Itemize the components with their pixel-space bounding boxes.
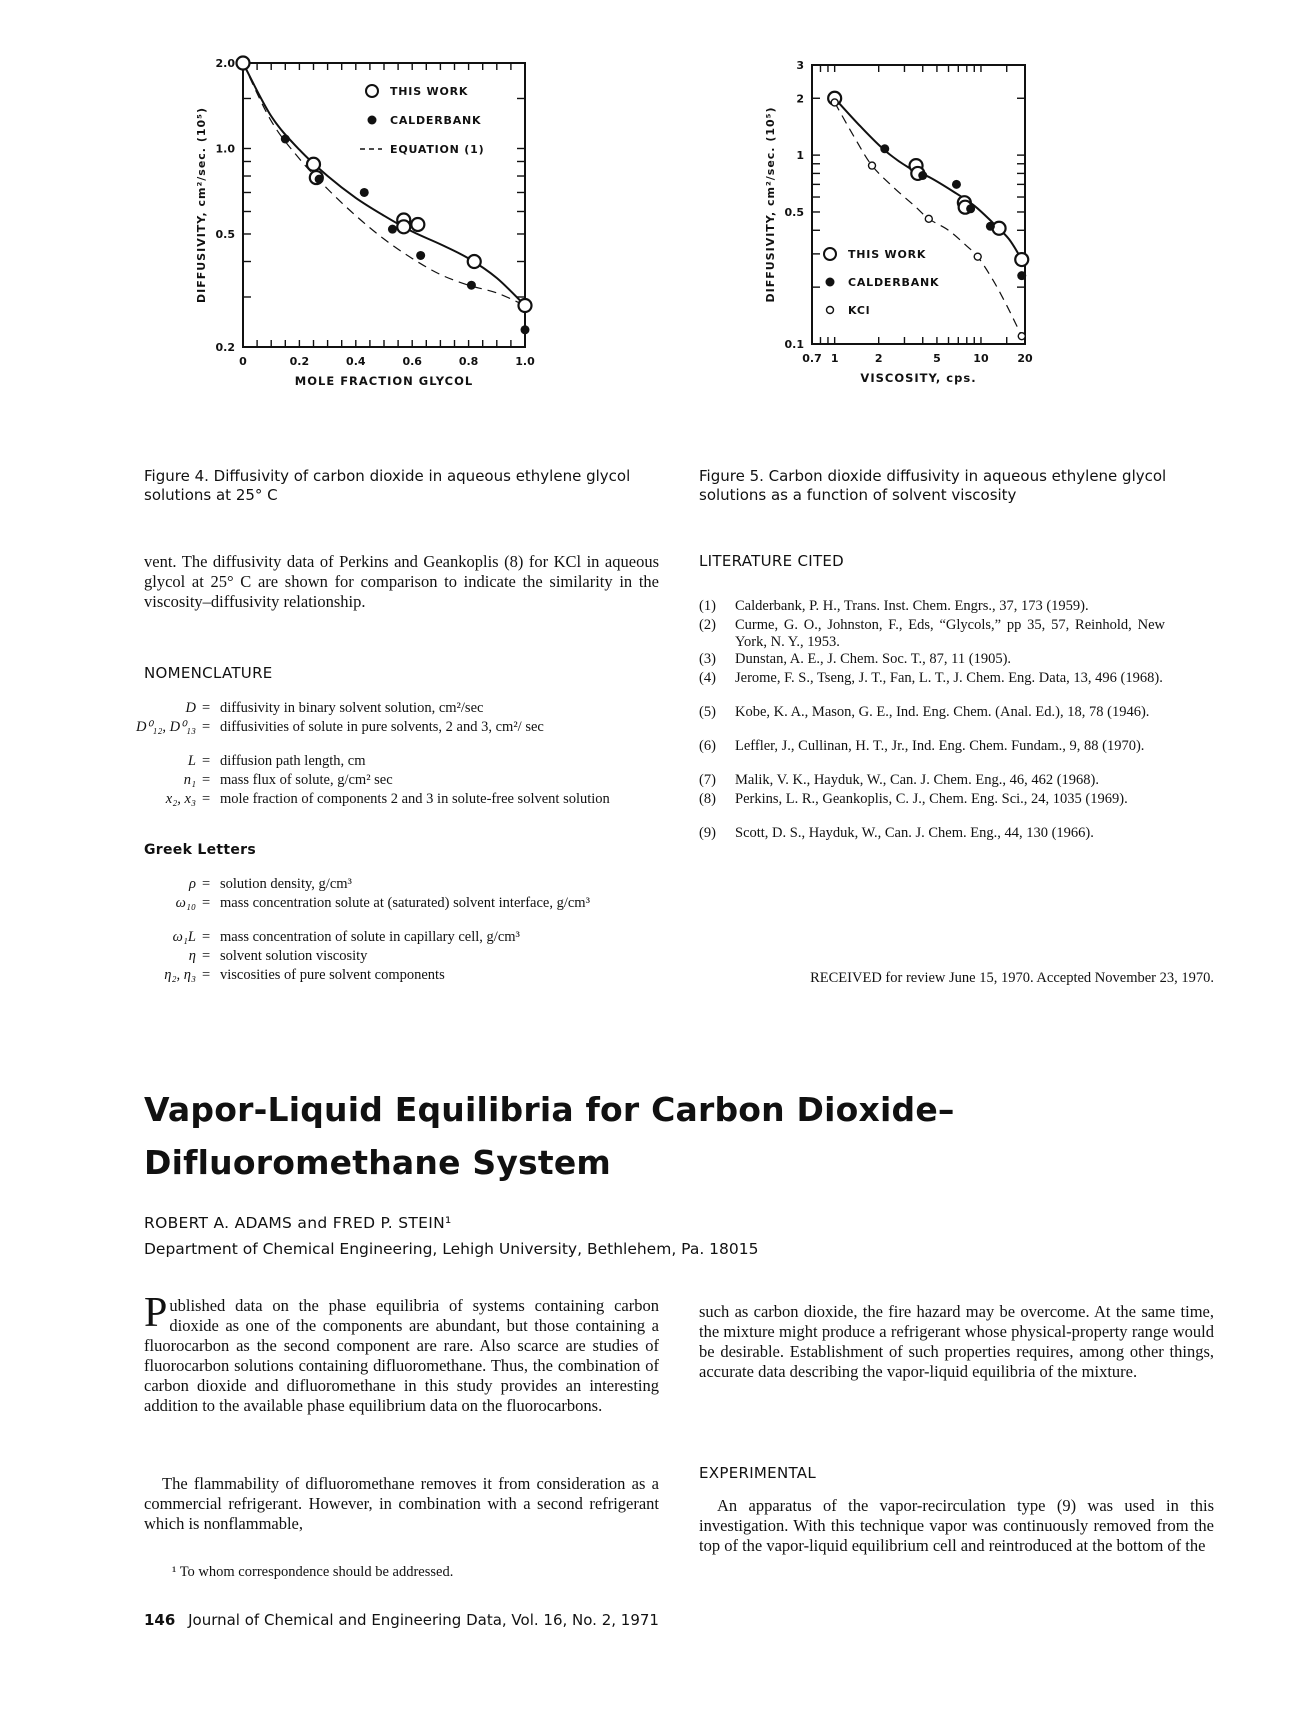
- y-tick-label: 1: [796, 149, 804, 163]
- legend-label: KCl: [848, 304, 871, 317]
- legend-label: THIS WORK: [848, 248, 927, 261]
- experimental-heading: EXPERIMENTAL: [699, 1464, 816, 1482]
- reference-number: (7): [699, 772, 716, 788]
- definition-text: solution density, g/cm³: [220, 876, 352, 892]
- fit-curve: [835, 98, 1022, 259]
- equals-sign: =: [202, 948, 211, 964]
- definition-text: diffusivity in binary solvent solution, cm²/sec: [220, 700, 484, 716]
- greek-letters-heading: Greek Letters: [144, 842, 257, 858]
- x-tick-label: 10: [973, 352, 989, 365]
- legend-label: CALDERBANK: [848, 276, 940, 289]
- x-axis-label: MOLE FRACTION GLYCOL: [294, 374, 474, 388]
- data-point-calderbank: [1017, 271, 1026, 280]
- legend-label: EQUATION (1): [390, 143, 485, 156]
- symbol: D: [185, 700, 196, 716]
- data-point-calderbank: [966, 204, 975, 213]
- data-point-calderbank: [315, 175, 324, 184]
- footnote: ¹ To whom correspondence should be addressed.: [172, 1564, 454, 1580]
- data-point-kcl: [1018, 333, 1025, 340]
- data-point-kcl: [869, 162, 876, 169]
- data-point-this-work: [237, 57, 250, 70]
- x-tick-label: 0.2: [289, 355, 310, 368]
- reference-text: Leffler, J., Cullinan, H. T., Jr., Ind. Eng. Chem. Fundam., 9, 88 (1970).: [735, 738, 1145, 754]
- legend-label: THIS WORK: [390, 85, 469, 98]
- article-intro-paragraph: [144, 1290, 659, 1416]
- symbol: ρ: [189, 876, 196, 892]
- plot-frame: [243, 63, 525, 347]
- data-point-calderbank: [360, 188, 369, 197]
- literature-cited-heading: LITERATURE CITED: [699, 552, 845, 570]
- definition-text: mass concentration solute at (saturated) solvent interface, g/cm³: [220, 895, 590, 911]
- symbol: ω₁L: [172, 929, 196, 945]
- data-point-calderbank: [521, 325, 530, 334]
- y-axis-label: DIFFUSIVITY, cm²/sec. (10⁵): [764, 106, 777, 303]
- data-point-calderbank: [880, 144, 889, 153]
- figure-4-chart: [195, 55, 600, 435]
- y-tick-label: 0.5: [215, 227, 235, 241]
- y-tick-label: 2: [796, 92, 804, 106]
- article-authors: ROBERT A. ADAMS and FRED P. STEIN¹: [144, 1214, 452, 1232]
- symbol: L: [187, 753, 196, 769]
- data-point-calderbank: [986, 222, 995, 231]
- x-tick-label: 0.4: [346, 355, 366, 368]
- data-point-this-work: [307, 158, 320, 171]
- plot-frame: [812, 65, 1025, 344]
- article-paragraph-2: The flammability of difluoromethane removes it from consideration as a commercial refrigerant. However, in combination with a second refrigerant which is nonflammable,: [144, 1474, 659, 1533]
- reference-number: (1): [699, 598, 716, 614]
- equals-sign: =: [202, 719, 211, 735]
- article-affiliation: Department of Chemical Engineering, Lehigh University, Bethlehem, Pa. 18015: [144, 1240, 759, 1258]
- equals-sign: =: [202, 753, 211, 769]
- definition-text: mass concentration of solute in capillary cell, g/cm³: [220, 929, 520, 945]
- data-point-this-work: [397, 220, 410, 233]
- symbol: n₁: [183, 772, 196, 788]
- reference-number: (8): [699, 791, 716, 807]
- journal-citation: Journal of Chemical and Engineering Data, Vol. 16, No. 2, 1971: [188, 1611, 659, 1629]
- intro-text: ublished data on the phase equilibria of systems containing carbon dioxide as one of the components are abundant, but those containing a fluorocarbon as the second component are rare. Also scarce are studies of fluorocarbon solutions containing difluoromethane. Thus, the combination of carbon dioxide and difluoromethane in this study provides an interesting addition to the available phase equilibrium data on the fluorocarbons.: [144, 1296, 659, 1415]
- data-point-this-work: [411, 218, 424, 231]
- dashed-curve: [243, 63, 525, 305]
- x-tick-label: 20: [1017, 352, 1033, 365]
- x-tick-label: 0.6: [402, 355, 422, 368]
- equals-sign: =: [202, 700, 211, 716]
- fit-curve: [243, 63, 525, 305]
- data-point-kcl: [831, 99, 838, 106]
- received-note: RECEIVED for review June 15, 1970. Accepted November 23, 1970.: [810, 970, 1214, 986]
- reference-text: Jerome, F. S., Tseng, J. T., Fan, L. T., J. Chem. Eng. Data, 13, 496 (1968).: [735, 670, 1163, 686]
- reference-number: (9): [699, 825, 716, 841]
- y-tick-label: 2.0: [215, 57, 235, 70]
- figure-5-caption: Figure 5. Carbon dioxide diffusivity in aqueous ethylene glycol solutions as a function of solvent viscosity: [699, 467, 1167, 504]
- definition-text: mole fraction of components 2 and 3 in solute-free solvent solution: [220, 791, 610, 807]
- x-tick-label: 0: [239, 355, 247, 368]
- data-point-this-work: [993, 222, 1006, 235]
- article-title-line2: Difluoromethane System: [144, 1143, 612, 1182]
- y-tick-label: 3: [796, 59, 804, 72]
- definition-text: diffusivities of solute in pure solvents, 2 and 3, cm²/ sec: [220, 719, 544, 735]
- symbol: x₂, x₃: [165, 791, 196, 807]
- symbol: ω₁₀: [175, 895, 196, 911]
- legend-symbol: [827, 307, 834, 314]
- reference-text: Calderbank, P. H., Trans. Inst. Chem. Engrs., 37, 173 (1959).: [735, 598, 1089, 614]
- reference-text: Malik, V. K., Hayduk, W., Can. J. Chem. Eng., 46, 462 (1968).: [735, 772, 1099, 788]
- reference-text: Curme, G. O., Johnston, F., Eds, “Glycols,” pp 35, 57, Reinhold, New York, N. Y., 1953.: [735, 617, 1165, 650]
- definition-text: viscosities of pure solvent components: [220, 967, 445, 983]
- equals-sign: =: [202, 876, 211, 892]
- data-point-this-work: [519, 299, 532, 312]
- data-point-this-work: [1015, 253, 1028, 266]
- equals-sign: =: [202, 967, 211, 983]
- y-axis-label: DIFFUSIVITY, cm²/sec. (10⁵): [195, 107, 208, 303]
- reference-text: Kobe, K. A., Mason, G. E., Ind. Eng. Chem. (Anal. Ed.), 18, 78 (1946).: [735, 704, 1150, 720]
- y-tick-label: 0.2: [215, 341, 235, 354]
- x-tick-label: 0.8: [458, 355, 479, 368]
- data-point-calderbank: [281, 135, 290, 144]
- article-right-paragraph-1: such as carbon dioxide, the fire hazard may be overcome. At the same time, the mixture might produce a refrigerant whose physical-property range would be desirable. Establishment of such properties requires, among other things, accurate data describing the vapor-liquid equilibria of the mixture.: [699, 1302, 1214, 1381]
- data-point-this-work: [468, 255, 481, 268]
- reference-number: (3): [699, 651, 716, 667]
- definition-text: diffusion path length, cm: [220, 753, 366, 769]
- figure-4-caption: Figure 4. Diffusivity of carbon dioxide in aqueous ethylene glycol solutions at 25° C: [144, 467, 631, 504]
- drop-cap: P: [144, 1290, 168, 1336]
- legend-label: CALDERBANK: [390, 114, 482, 127]
- y-tick-label: 0.5: [784, 205, 804, 219]
- definition-text: mass flux of solute, g/cm² sec: [220, 772, 393, 788]
- reference-number: (2): [699, 617, 716, 633]
- symbol: D⁰₁₂, D⁰₁₃: [136, 719, 196, 735]
- reference-text: Dunstan, A. E., J. Chem. Soc. T., 87, 11 (1905).: [735, 651, 1012, 667]
- symbol: η: [188, 948, 196, 964]
- y-tick-label: 1.0: [215, 142, 235, 156]
- figure-5-chart: [764, 55, 1150, 435]
- legend-symbol: [826, 278, 835, 287]
- reference-number: (5): [699, 704, 716, 720]
- x-tick-label: 1.0: [515, 355, 535, 368]
- legend-symbol: [366, 85, 378, 97]
- reference-number: (4): [699, 670, 716, 686]
- page-footer: [144, 1611, 659, 1629]
- data-point-kcl: [925, 215, 932, 222]
- x-tick-label: 0.7: [802, 352, 822, 365]
- x-axis-label: VISCOSITY, cps.: [860, 371, 977, 385]
- definition-text: solvent solution viscosity: [220, 948, 368, 964]
- data-point-calderbank: [918, 171, 927, 180]
- continuation-paragraph: vent. The diffusivity data of Perkins and Geankoplis (8) for KCl in aqueous glycol at 25° C are shown for comparison to indicate the similarity in the viscosity–diffusivity relationship.: [144, 552, 659, 611]
- equals-sign: =: [202, 895, 211, 911]
- data-point-calderbank: [388, 225, 397, 234]
- data-point-calderbank: [467, 281, 476, 290]
- y-tick-label: 0.1: [784, 338, 804, 351]
- symbol: η₂, η₃: [164, 967, 196, 983]
- page-number: 146: [144, 1611, 176, 1629]
- legend-symbol: [824, 248, 836, 260]
- x-tick-label: 1: [830, 352, 839, 365]
- equals-sign: =: [202, 791, 211, 807]
- data-point-calderbank: [416, 251, 425, 260]
- legend-symbol: [368, 116, 377, 125]
- x-tick-label: 5: [933, 352, 941, 365]
- reference-number: (6): [699, 738, 716, 754]
- equals-sign: =: [202, 929, 211, 945]
- reference-text: Perkins, L. R., Geankoplis, C. J., Chem. Eng. Sci., 24, 1035 (1969).: [735, 791, 1128, 807]
- nomenclature-heading: NOMENCLATURE: [144, 664, 273, 682]
- x-tick-label: 2: [874, 352, 883, 365]
- equals-sign: =: [202, 772, 211, 788]
- reference-text: Scott, D. S., Hayduk, W., Can. J. Chem. Eng., 44, 130 (1966).: [735, 825, 1094, 841]
- article-title-line1: Vapor-Liquid Equilibria for Carbon Dioxide–: [144, 1090, 955, 1129]
- data-point-calderbank: [952, 180, 961, 189]
- article-right-paragraph-2: An apparatus of the vapor-recirculation type (9) was used in this investigation. With this technique vapor was continuously removed from the top of the vapor-liquid equilibrium cell and reintroduced at the bottom of the: [699, 1496, 1214, 1555]
- data-point-kcl: [974, 253, 981, 260]
